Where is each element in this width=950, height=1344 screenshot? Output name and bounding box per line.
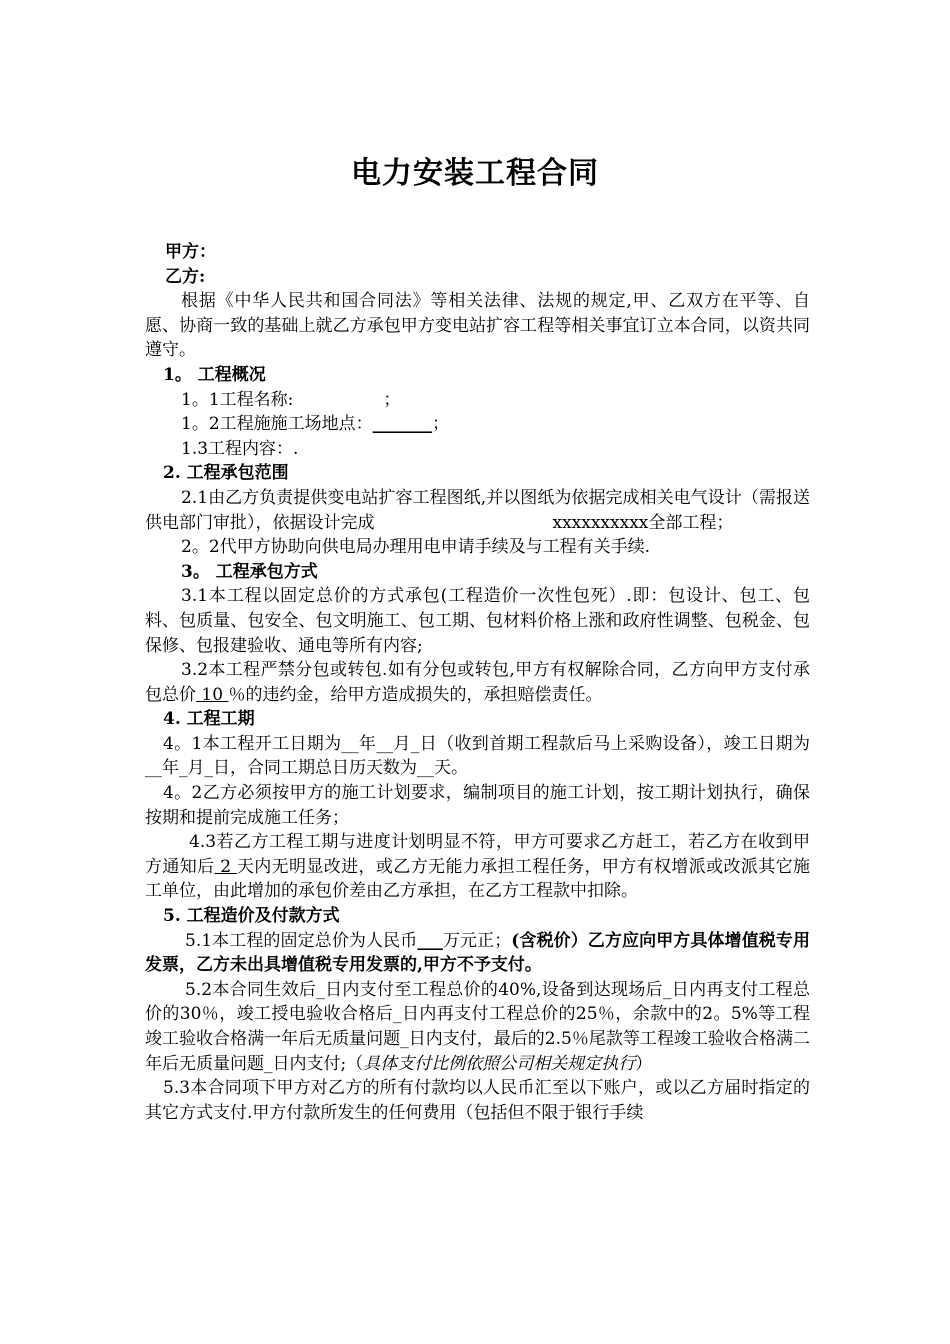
party-a-label: 甲方： <box>165 242 216 262</box>
section-5-heading: 5. 工程造价及付款方式 <box>163 906 340 927</box>
section-2-heading: 2. 工程承包范围 <box>163 463 289 484</box>
section-1-item-3: 1.3工程内容：. <box>181 438 299 459</box>
section-5-paragraph-3: 5.3本合同项下甲方对乙方的所有付款均以人民币汇至以下账户，或以乙方届时指定的其它方式支付.甲方付款所发生的任何费用（包括但不限于银行手续 <box>145 1078 810 1123</box>
section-3-paragraph-2: 3.2本工程严禁分包或转包.如有分包或转包,甲方有权解除合同，乙方向甲方支付承包总价 10 ％的违约金，给甲方造成损失的，承担赔偿责任。 <box>145 660 810 705</box>
section-4-paragraph-1: 4。1本工程开工日期为__年__月_日（收到首期工程款后马上采购设备），竣工日期为__年_月_日，合同工期总日历天数为__天。 <box>145 733 810 779</box>
penalty-percent: 10 <box>196 684 229 705</box>
price-blank: ___ <box>417 930 443 951</box>
project-name-label: 1。1工程名称: <box>181 389 294 410</box>
payment-ratio-note: 具体支付比例依照公司相关规定执行 <box>363 1053 636 1074</box>
scope-code: xxxxxxxxxx <box>552 512 649 533</box>
site-blank: _______ <box>372 414 433 435</box>
intro-paragraph: 根据《中华人民共和国合同法》等相关法律、法规的规定,甲、乙双方在平等、自愿、协商一致的基础上就乙方承包甲方变电站扩容工程等相关事宜订立本合同，以资共同遵守。 <box>145 291 810 361</box>
section-4-paragraph-2: 4。2乙方必须按甲方的施工计划要求，编制项目的施工计划，按工期计划执行，确保按期和提前完成施工任务； <box>145 783 810 828</box>
document-title: 电力安装工程合同 <box>351 156 599 191</box>
section-1-item-1: 1。1工程名称: ； <box>181 389 401 410</box>
section-3-heading: 3。 工程承包方式 <box>181 561 318 582</box>
section-3-paragraph-1: 3.1本工程以固定总价的方式承包(工程造价一次性包死）.即：包设计、包工、包料、包质量、包安全、包文明施工、包工期、包材料价格上涨和政府性调整、包税金、包保修、包报建验收、通电等所有内容; <box>145 586 810 656</box>
section-4-heading: 4. 工程工期 <box>163 709 255 730</box>
invoice-requirement: (含税价）乙方应向甲方具体增值税专用发票，乙方未出具增值税专用发票的,甲方不予支付。 <box>145 930 810 976</box>
section-4-paragraph-3: 4.3若乙方工程工期与进度计划明显不符，甲方可要求乙方赶工，若乙方在收到甲方通知后 2 天内无明显改进，或乙方无能力承担工程任务，甲方有权增派或改派其它施工单位，由此增加的承包价差由乙方承担，在乙方工程款中扣除。 <box>145 832 811 902</box>
notice-days: 2 <box>214 856 237 877</box>
site-label: 1。2工程施施工场地点： <box>181 414 373 435</box>
section-1-heading: 1。 工程概况 <box>163 364 266 385</box>
party-b-label: 乙方: <box>165 266 206 287</box>
section-1-item-2: 1。2工程施施工场地点：_______； <box>181 414 450 435</box>
section-5-paragraph-2: 5.2本合同生效后_日内支付至工程总价的40%,设备到达现场后_日内再支付工程总价的30％，竣工授电验收合格后_日内再支付工程总价的25％，余款中的2。5%等工程竣工验收合格满一年后无质量问题_日内支付，最后的2.5％尾款等工程竣工验收合格满二年后无质量问题_日内支付;（具体支付比例依照公司相关规定执行） <box>145 979 810 1074</box>
document-body <box>145 240 810 1125</box>
section-2-paragraph-1: 2.1由乙方负责提供变电站扩容工程图纸,并以图纸为依据完成相关电气设计（需报送供电部门审批），依据设计完成 xxxxxxxxxx全部工程； <box>145 487 810 533</box>
section-5-paragraph-1: 5.1本工程的固定总价为人民币___万元正；(含税价）乙方应向甲方具体增值税专用发票，乙方未出具增值税专用发票的,甲方不予支付。 <box>145 930 810 976</box>
section-2-paragraph-2: 2。2代甲方协助向供电局办理用电申请手续及与工程有关手续. <box>181 537 651 558</box>
